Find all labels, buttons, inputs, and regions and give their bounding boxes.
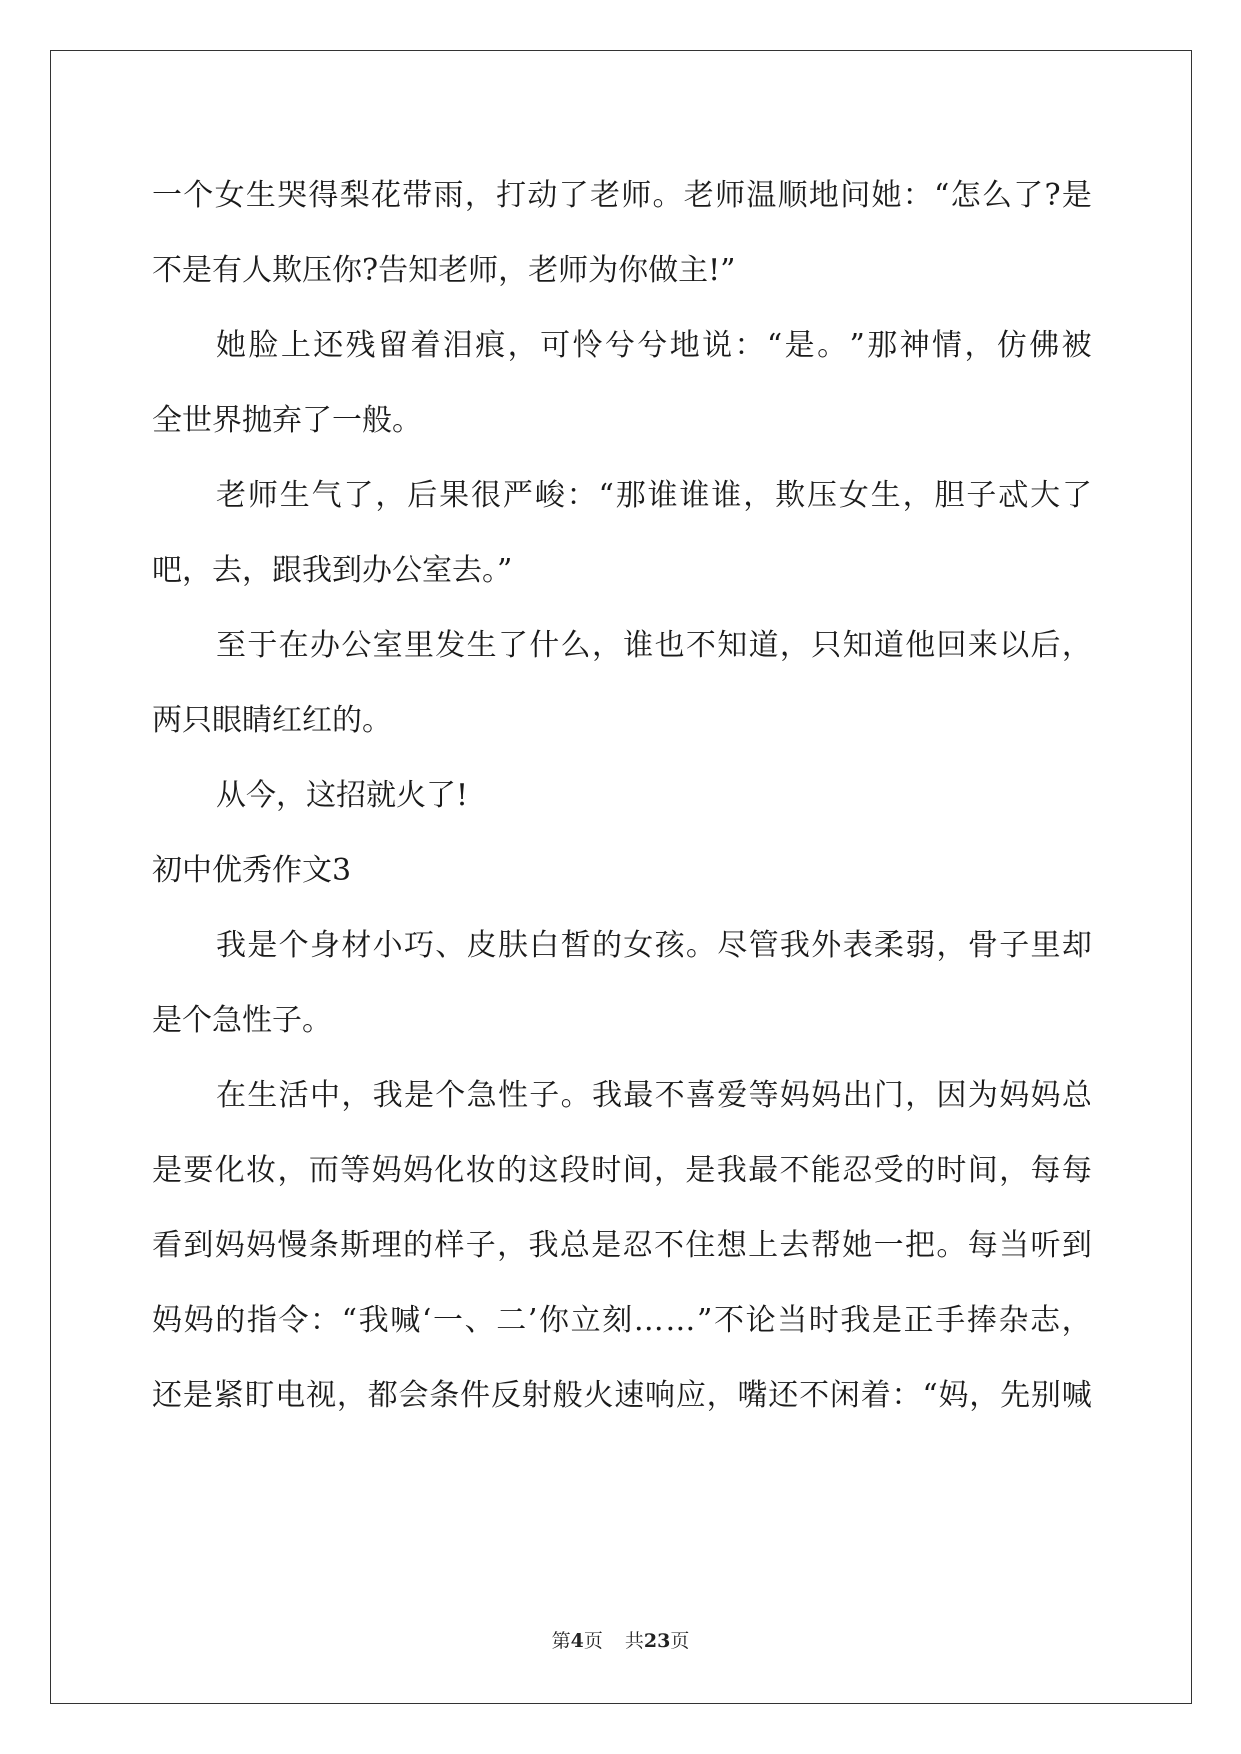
- text-line: 吧，去，跟我到办公室去。”: [152, 553, 513, 588]
- paragraph-block-bottom: [152, 908, 1092, 1433]
- text-line: 老 师 生 气 了 ， 后 果 很 严 峻 ： “ 那 谁 谁 谁 ， 欺 压 女 生 ， 胆 子 忒 大 了: [216, 478, 1092, 513]
- section-heading: 初中优秀作文3: [152, 853, 352, 888]
- paragraph-block-top: [152, 158, 1092, 833]
- footer-page-suffix: 页: [583, 1630, 603, 1652]
- text-line: 看 到 妈 妈 慢 条 斯 理 的 样 子 ， 我 总 是 忍 不 住 想 上 去 帮 她 一 把 。 每 当 听 到: [152, 1228, 1092, 1263]
- text-line: 至 于 在 办 公 室 里 发 生 了 什 么 ， 谁 也 不 知 道 ， 只 知 道 他 回 来 以 后 ，: [216, 628, 1092, 663]
- text-line: 全世界抛弃了一般。: [152, 403, 422, 438]
- footer-prefix: 第: [551, 1630, 571, 1652]
- text-line: 在 生 活 中 ， 我 是 个 急 性 子 。 我 最 不 喜 爱 等 妈 妈 出 门 ， 因 为 妈 妈 总: [216, 1078, 1092, 1113]
- text-line: 不是有人欺压你?告知老师，老师为你做主!”: [152, 253, 736, 288]
- text-line: 她 脸 上 还 残 留 着 泪 痕 ， 可 怜 兮 兮 地 说 ： “ 是 。 ” 那 神 情 ， 仿 佛 被: [216, 328, 1092, 363]
- footer-total-suffix: 页: [670, 1630, 690, 1652]
- text-line: 我 是 个 身 材 小 巧 、 皮 肤 白 皙 的 女 孩 。 尽 管 我 外 表 柔 弱 ， 骨 子 里 却: [216, 928, 1092, 963]
- footer-page-number: 4: [570, 1630, 584, 1652]
- page-footer: [0, 1626, 1241, 1653]
- text-line: 还 是 紧 盯 电 视 ， 都 会 条 件 反 射 般 火 速 响 应 ， 嘴 还 不 闲 着 ： “ 妈 ， 先 别 喊: [152, 1378, 1092, 1413]
- text-line: 妈 妈 的 指 令 ： “ 我 喊 ‘ 一 、 二 ’ 你 立 刻 … … ” 不 论 当 时 我 是 正 手 捧 杂 志 ，: [152, 1303, 1092, 1338]
- footer-total-prefix: 共: [624, 1630, 644, 1652]
- text-line: 一 个 女 生 哭 得 梨 花 带 雨 ， 打 动 了 老 师 。 老 师 温 顺 地 问 她 ： “ 怎 么 了 ? 是: [152, 178, 1092, 213]
- text-line: 两只眼睛红红的。: [152, 703, 392, 738]
- text-line: 是 要 化 妆 ， 而 等 妈 妈 化 妆 的 这 段 时 间 ， 是 我 最 不 能 忍 受 的 时 间 ， 每 每: [152, 1153, 1092, 1188]
- footer-total-pages: 23: [643, 1630, 671, 1652]
- text-line: 从今，这招就火了!: [216, 778, 469, 813]
- document-body: [152, 158, 1092, 1433]
- text-line: 是个急性子。: [152, 1003, 332, 1038]
